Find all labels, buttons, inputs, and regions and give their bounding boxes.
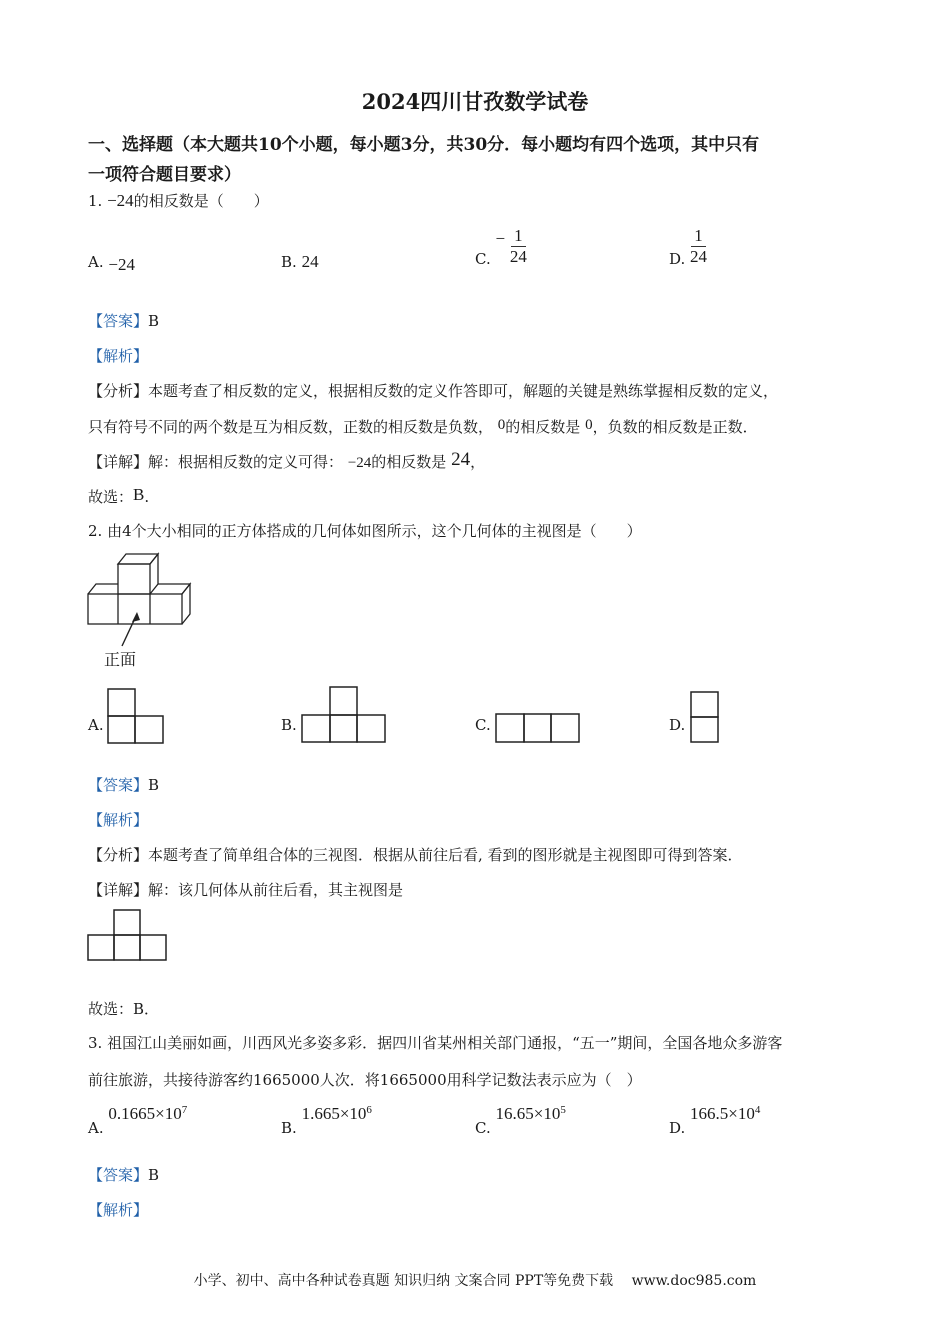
detail-math: −24 — [347, 455, 372, 471]
q2-fenxi — [88, 844, 743, 865]
page-title: 2024四川甘孜数学试卷 — [361, 89, 589, 114]
fenxi-text: ，负数的相反数是正数． — [592, 418, 758, 436]
q2-option-c-figure — [495, 713, 581, 744]
section-heading-cont: 一项符合题目要求） — [88, 165, 241, 185]
answer-value: B — [148, 1166, 160, 1184]
fraction — [510, 226, 527, 266]
q2-analysis-tag: 【解析】 — [88, 811, 149, 829]
option-label: B. — [281, 253, 297, 271]
answer-tag: 【答案】 — [88, 1166, 149, 1184]
option-label: A. — [88, 253, 104, 271]
q1-detail — [88, 451, 485, 473]
q3-stem: 3. 祖国江山美丽如画，川西风光多姿多彩．据四川省某州相关部门通报，“五一”期间，全国各地众多游客 — [88, 1034, 783, 1052]
q2-option-a-label: A. — [88, 716, 104, 734]
q1-fenxi — [88, 380, 778, 401]
choose-text: 故选： — [88, 488, 134, 506]
q3-option-c — [475, 1104, 566, 1137]
q2-option-c-label: C. — [475, 716, 491, 734]
q2-option-d-figure — [690, 691, 720, 744]
option-label: D. — [669, 1119, 686, 1137]
fraction — [690, 226, 707, 266]
detail-tag: 【详解】 — [88, 453, 149, 471]
fenxi-text: 只有符号不同的两个数是互为相反数，正数的相反数是负数， — [88, 418, 494, 436]
sci-base: 16.65×10 — [495, 1104, 561, 1123]
section-heading: 一、选择题（本大题共10个小题，每小题3分，共30分．每小题均有四个选项，其中只有 — [88, 135, 760, 155]
q2-option-d-label: D. — [669, 716, 686, 734]
sci-exponent: 6 — [366, 1104, 372, 1116]
fenxi-text: 本题考查了相反数的定义，根据相反数的定义作答即可，解题的关键是熟练掌握相反数的定义， — [148, 382, 779, 400]
detail-text: 解：该几何体从前往后看，其主视图是 — [148, 881, 404, 899]
q1-option-c — [475, 226, 527, 269]
detail-tag: 【详解】 — [88, 881, 149, 899]
q1-answer — [88, 310, 159, 331]
answer-tag: 【答案】 — [88, 776, 149, 794]
q1-option-d — [669, 226, 708, 269]
option-label: C. — [475, 250, 491, 269]
q2-option-b-label: B. — [281, 716, 297, 734]
q1-fenxi-cont — [88, 416, 758, 437]
q1-number: 1. — [88, 192, 103, 210]
q2-detail-figure — [87, 909, 169, 963]
q1-stem-text: 的相反数是（ ） — [133, 192, 269, 210]
option-label: D. — [669, 250, 686, 269]
sci-base: 0.1665×10 — [108, 1104, 182, 1123]
math-zero: 0 — [497, 417, 506, 433]
q1-option-a — [88, 252, 135, 272]
answer-tag: 【答案】 — [88, 312, 149, 330]
numerator: 1 — [511, 226, 526, 247]
option-label: C. — [475, 1119, 491, 1137]
q3-answer — [88, 1164, 159, 1185]
q1-stem — [88, 190, 269, 211]
q2-option-b-figure — [301, 686, 387, 744]
q2-option-a-figure — [107, 688, 165, 744]
sci-base: 166.5×10 — [690, 1104, 755, 1123]
q1-math: −24 — [107, 191, 134, 210]
sci-base: 1.665×10 — [301, 1104, 367, 1123]
fenxi-text: 的相反数是 — [505, 418, 581, 436]
fraction-sign: − — [495, 229, 506, 249]
q1-analysis-tag: 【解析】 — [88, 347, 149, 365]
sci-exponent: 7 — [181, 1104, 188, 1116]
fenxi-tag: 【分析】 — [88, 846, 149, 864]
denominator: 24 — [509, 246, 527, 266]
q2-answer — [88, 774, 159, 795]
option-value: −24 — [108, 255, 135, 274]
answer-value: B — [148, 312, 160, 330]
detail-text: 的相反数是 — [371, 453, 447, 471]
option-label: B. — [281, 1119, 297, 1137]
q3-option-b — [281, 1104, 372, 1137]
q2-detail — [88, 879, 403, 900]
choose-text: . — [144, 488, 150, 506]
detail-text: ， — [470, 453, 486, 471]
q1-choose — [88, 486, 149, 507]
numerator: 1 — [691, 226, 706, 247]
option-label: A. — [88, 1119, 104, 1137]
q3-option-d — [669, 1104, 761, 1137]
q3-analysis-tag: 【解析】 — [88, 1201, 149, 1219]
fenxi-text: 本题考查了简单组合体的三视图．根据从前往后看, 看到的图形就是主视图即可得到答案． — [148, 846, 743, 864]
q3-option-a — [88, 1104, 188, 1137]
denominator: 24 — [690, 246, 708, 266]
option-value: 24 — [301, 252, 319, 271]
detail-text: 解：根据相反数的定义可得： — [148, 453, 344, 471]
fenxi-tag: 【分析】 — [88, 382, 149, 400]
q2-choose: 故选：B． — [88, 1000, 160, 1018]
sci-exponent: 4 — [754, 1104, 761, 1116]
answer-value: B — [148, 776, 160, 794]
front-label: 正面 — [104, 650, 137, 669]
q1-option-b — [281, 252, 319, 272]
sci-exponent: 5 — [560, 1104, 566, 1116]
q3-stem-cont: 前往旅游，共接待游客约1665000人次．将1665000用科学记数法表示应为（ ） — [88, 1071, 642, 1089]
choose-math: B — [133, 485, 145, 504]
q2-stem: 2. 由4个大小相同的正方体搭成的几何体如图所示，这个几何体的主视图是（ ） — [88, 522, 642, 540]
detail-math: 24 — [451, 449, 471, 470]
page-footer: 小学、初中、高中各种试卷真题 知识归纳 文案合同 PPT等免费下载 www.doc985.com — [193, 1273, 757, 1289]
math-zero: 0 — [585, 417, 593, 433]
